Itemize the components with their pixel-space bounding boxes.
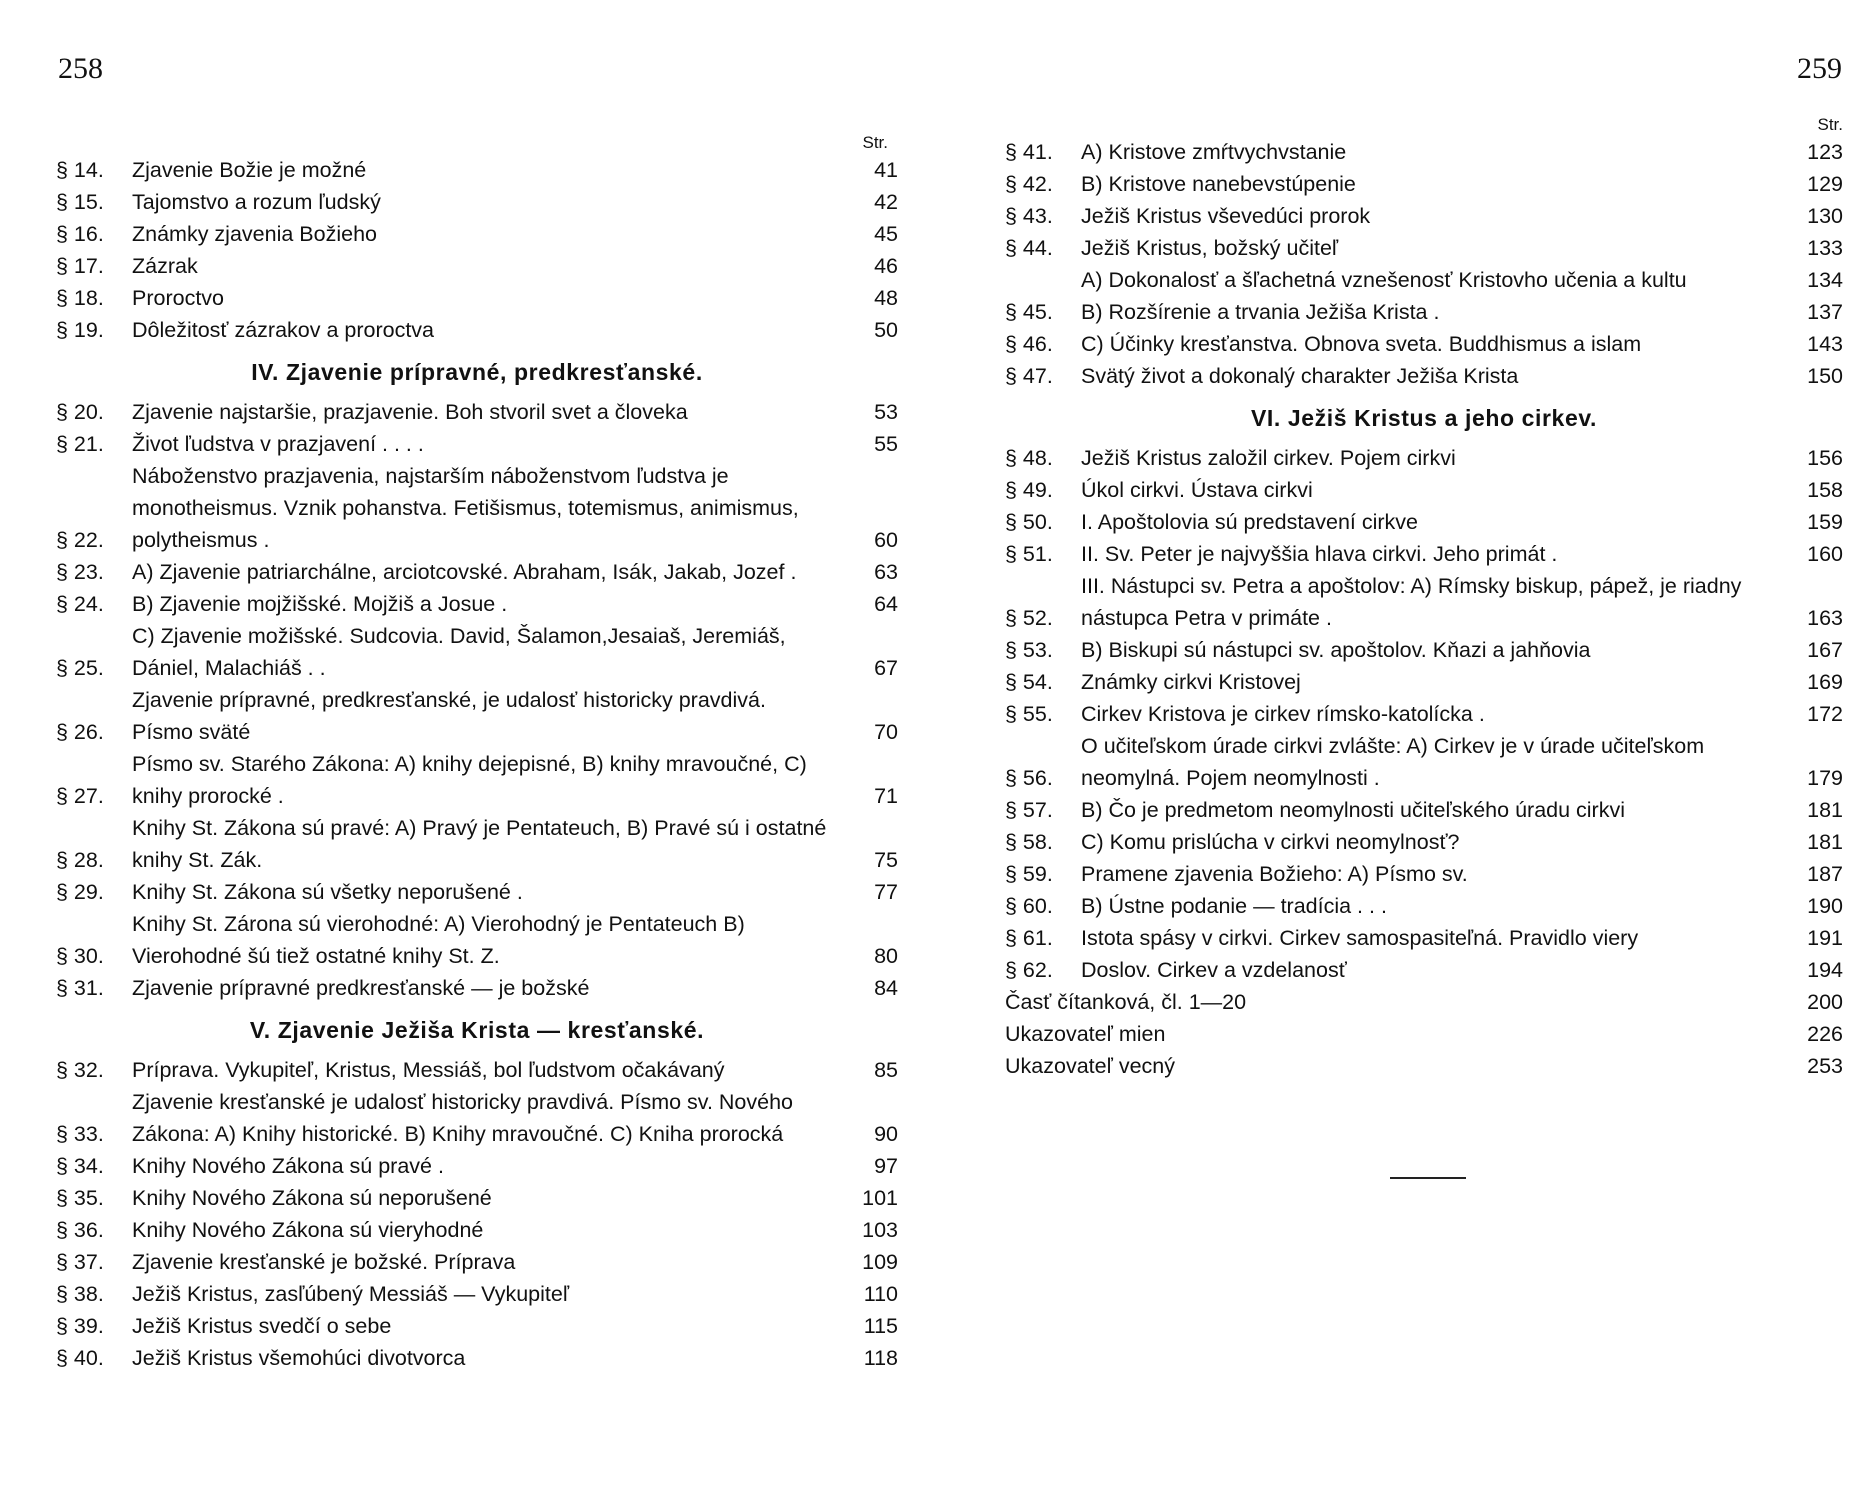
entry-title: Zjavenie kresťanské je udalosť historicky pravdivá. Písmo sv. Nového Zákona: A) Knihy historické. B) Knihy mravoučné. C) Kniha prorocká: [132, 1090, 794, 1146]
section-number: § 22.: [56, 528, 104, 552]
entry-title: Ježiš Kristus, zasľúbený Messiáš — Vykupiteľ: [132, 1282, 570, 1306]
closing-rule: [1390, 1177, 1466, 1179]
toc-entry: [56, 620, 898, 684]
section-number: § 32.: [56, 1058, 104, 1082]
toc-entry: [1005, 200, 1843, 232]
section-heading: V. Zjavenie Ježiša Krista — kresťanské.: [249, 1017, 705, 1043]
section-number: § 62.: [1005, 958, 1053, 982]
section-number: § 21.: [56, 432, 104, 456]
toc-entry: [1005, 954, 1843, 986]
toc-entry: [56, 1278, 898, 1310]
toc-entry: [56, 1086, 898, 1150]
toc-entry: [56, 282, 898, 314]
toc-entry: [56, 812, 898, 876]
entry-page-number: 115: [863, 1314, 898, 1338]
toc-entry: [1005, 360, 1843, 392]
toc-entry: [56, 1214, 898, 1246]
toc-entry: [1005, 730, 1843, 794]
entry-title: Knihy Nového Zákona sú neporušené: [132, 1186, 492, 1210]
entry-title: Ježiš Kristus všemohúci divotvorca: [132, 1346, 466, 1370]
section-number: § 23.: [56, 560, 104, 584]
section-number: § 58.: [1005, 830, 1053, 854]
toc-appendix-entry: [1005, 1050, 1843, 1082]
entry-title: Zjavenie najstaršie, prazjavenie. Boh stvoril svet a človeka: [132, 400, 688, 424]
toc-entry: [1005, 826, 1843, 858]
section-heading: IV. Zjavenie prípravné, predkresťanské.: [251, 359, 703, 385]
section-number: § 34.: [56, 1154, 104, 1178]
toc-entry: [56, 218, 898, 250]
entry-title: B) Čo je predmetom neomylnosti učiteľského úradu cirkvi: [1081, 798, 1625, 822]
entry-page-number: 50: [874, 318, 898, 342]
toc-entry: [56, 186, 898, 218]
section-number: § 31.: [56, 976, 104, 1000]
entry-title: I. Apoštolovia sú predstavení cirkve: [1081, 510, 1419, 534]
entry-page-number: 143: [1807, 332, 1843, 356]
section-heading: VI. Ježiš Kristus a jeho cirkev.: [1250, 405, 1598, 431]
toc-entry: [1005, 232, 1843, 264]
entry-page-number: 110: [863, 1282, 898, 1306]
entry-page-number: 118: [863, 1346, 898, 1370]
section-number: § 59.: [1005, 862, 1053, 886]
entry-page-number: 55: [874, 432, 898, 456]
toc-entry: [56, 1342, 898, 1374]
section-number: § 43.: [1005, 204, 1053, 228]
entry-page-number: 84: [874, 976, 898, 1000]
section-number: § 51.: [1005, 542, 1053, 566]
entry-page-number: 109: [862, 1250, 898, 1274]
toc-entry: [56, 588, 898, 620]
toc-entry: [56, 250, 898, 282]
toc-appendix-entry: [1005, 986, 1843, 1018]
entry-page-number: 190: [1807, 894, 1843, 918]
entry-title: C) Účinky kresťanstva. Obnova sveta. Buddhismus a islam: [1081, 332, 1642, 356]
toc-entry: [56, 748, 898, 812]
page-number: 259: [1797, 52, 1842, 85]
toc-appendix-entry: [1005, 1018, 1843, 1050]
entry-page-number: 101: [862, 1186, 898, 1210]
entry-page-number: 75: [874, 848, 898, 872]
section-number: § 44.: [1005, 236, 1053, 260]
entry-title: B) Biskupi sú nástupci sv. apoštolov. Kňazi a jahňovia: [1081, 638, 1591, 662]
entry-title: Knihy Nového Zákona sú pravé .: [132, 1154, 444, 1178]
right-page: [937, 0, 1874, 1500]
section-number: § 54.: [1005, 670, 1053, 694]
entry-page-number: 133: [1807, 236, 1843, 260]
entry-page-number: 163: [1807, 606, 1843, 630]
entry-page-number: 187: [1807, 862, 1843, 886]
entry-title: A) Dokonalosť a šľachetná vznešenosť Kristovho učenia a kultu: [1081, 268, 1687, 292]
entry-title: Zázrak: [132, 254, 198, 278]
section-number: § 15.: [56, 190, 104, 214]
entry-page-number: 181: [1807, 830, 1843, 854]
toc-entry: [56, 1054, 898, 1086]
toc-entry: [1005, 570, 1843, 634]
toc-entry: [1005, 922, 1843, 954]
toc-entry: [1005, 506, 1843, 538]
entry-page-number: 191: [1807, 926, 1843, 950]
section-number: § 61.: [1005, 926, 1053, 950]
toc-entry: [56, 154, 898, 186]
entry-title: O učiteľskom úrade cirkvi zvlášte: A) Cirkev je v úrade učiteľskom neomylná. Pojem neomylnosti .: [1081, 734, 1705, 790]
entry-title: Zjavenie prípravné, predkresťanské, je udalosť historicky pravdivá. Písmo sväté: [132, 688, 766, 744]
entry-page-number: 48: [874, 286, 898, 310]
entry-page-number: 53: [874, 400, 898, 424]
entry-page-number: 60: [874, 528, 898, 552]
entry-page-number: 90: [874, 1122, 898, 1146]
entry-page-number: 71: [874, 784, 898, 808]
entry-title: Známky cirkvi Kristovej: [1081, 670, 1301, 694]
toc-entry: [56, 396, 898, 428]
section-number: § 53.: [1005, 638, 1053, 662]
entry-title: Zjavenie kresťanské je božské. Príprava: [132, 1250, 516, 1274]
entry-title: C) Zjavenie možišské. Sudcovia. David, Šalamon,Jesaiaš, Jeremiáš, Dániel, Malachiáš . .: [132, 624, 786, 680]
toc-entry: [56, 1246, 898, 1278]
page-column-label: Str.: [862, 133, 888, 152]
section-number: § 42.: [1005, 172, 1053, 196]
toc-entry: [56, 428, 898, 460]
entry-page-number: 167: [1807, 638, 1843, 662]
section-number: § 30.: [56, 944, 104, 968]
toc-entry: [56, 314, 898, 346]
entry-page-number: 158: [1807, 478, 1843, 502]
entry-page-number: 103: [862, 1218, 898, 1242]
section-number: § 25.: [56, 656, 104, 680]
entry-page-number: 42: [874, 190, 898, 214]
toc-entry: [56, 972, 898, 1004]
entry-title: Život ľudstva v prazjavení . . . .: [132, 432, 424, 456]
entry-page-number: 80: [874, 944, 898, 968]
section-number: § 14.: [56, 158, 104, 182]
entry-page-number: 181: [1807, 798, 1843, 822]
section-number: § 41.: [1005, 140, 1053, 164]
entry-title: Zjavenie Božie je možné: [132, 158, 367, 182]
entry-title: Úkol cirkvi. Ústava cirkvi: [1081, 478, 1313, 502]
entry-title: B) Rozšírenie a trvania Ježiša Krista .: [1081, 300, 1440, 324]
section-number: § 60.: [1005, 894, 1053, 918]
entry-title: Doslov. Cirkev a vzdelanosť: [1081, 958, 1347, 982]
toc-entry: [56, 908, 898, 972]
entry-title: Písmo sv. Starého Zákona: A) knihy dejepisné, B) knihy mravoučné, C) knihy prorocké .: [132, 752, 807, 808]
section-number: § 47.: [1005, 364, 1053, 388]
toc-entry: [1005, 442, 1843, 474]
entry-title: Proroctvo: [132, 286, 225, 310]
entry-title: Svätý život a dokonalý charakter Ježiša Krista: [1081, 364, 1519, 388]
toc-entry: [56, 876, 898, 908]
entry-title: Knihy Nového Zákona sú vieryhodné: [132, 1218, 484, 1242]
entry-title: B) Zjavenie mojžišské. Mojžiš a Josue .: [132, 592, 508, 616]
entry-title: B) Ústne podanie — tradícia . . .: [1081, 894, 1387, 918]
section-number: § 39.: [56, 1314, 104, 1338]
toc-entry: [1005, 858, 1843, 890]
entry-page-number: 85: [874, 1058, 898, 1082]
entry-title: A) Zjavenie patriarchálne, arciotcovské. Abraham, Isák, Jakab, Jozef .: [132, 560, 797, 584]
section-number: § 48.: [1005, 446, 1053, 470]
toc-entry: [1005, 474, 1843, 506]
entry-title: Pramene zjavenia Božieho: A) Písmo sv.: [1081, 862, 1468, 886]
toc-entry: [1005, 666, 1843, 698]
entry-title: Knihy St. Zárona sú vierohodné: A) Vierohodný je Pentateuch B) Vierohodné šú tiež ostatné knihy St. Z.: [132, 912, 745, 968]
section-number: § 45.: [1005, 300, 1053, 324]
entry-page-number: 46: [874, 254, 898, 278]
entry-title: B) Kristove nanebevstúpenie: [1081, 172, 1356, 196]
entry-title: Ježiš Kristus založil cirkev. Pojem cirkvi: [1081, 446, 1456, 470]
section-number: § 57.: [1005, 798, 1053, 822]
entry-page-number: 253: [1807, 1054, 1843, 1078]
entry-page-number: 160: [1807, 542, 1843, 566]
entry-title: Časť čítanková, čl. 1—20: [1005, 990, 1247, 1014]
toc-entry: [1005, 328, 1843, 360]
table-of-contents: [56, 132, 898, 1374]
section-number: § 26.: [56, 720, 104, 744]
section-number: § 36.: [56, 1218, 104, 1242]
toc-entries: [56, 154, 898, 1374]
toc-entry: [56, 1310, 898, 1342]
section-number: § 52.: [1005, 606, 1053, 630]
entry-page-number: 200: [1807, 990, 1843, 1014]
entry-page-number: 97: [874, 1154, 898, 1178]
toc-entry: [1005, 698, 1843, 730]
toc-entry: [56, 1150, 898, 1182]
page-column-label: Str.: [1817, 115, 1843, 134]
section-number: § 29.: [56, 880, 104, 904]
toc-entry: [1005, 296, 1843, 328]
section-number: § 35.: [56, 1186, 104, 1210]
section-number: § 19.: [56, 318, 104, 342]
section-number: § 38.: [56, 1282, 104, 1306]
section-number: § 33.: [56, 1122, 104, 1146]
entry-page-number: 172: [1807, 702, 1843, 726]
entry-page-number: 150: [1807, 364, 1843, 388]
section-number: § 18.: [56, 286, 104, 310]
entry-page-number: 77: [874, 880, 898, 904]
entry-page-number: 169: [1807, 670, 1843, 694]
section-number: § 46.: [1005, 332, 1053, 356]
entry-title: Cirkev Kristova je cirkev rímsko-katolícka .: [1081, 702, 1485, 726]
entry-title: III. Nástupci sv. Petra a apoštolov: A) Rímsky biskup, pápež, je riadny nástupca Petra v primáte .: [1081, 574, 1742, 630]
entry-title: Ukazovateľ vecný: [1005, 1054, 1175, 1078]
entry-page-number: 123: [1807, 140, 1843, 164]
entry-title: Ježiš Kristus vševedúci prorok: [1081, 204, 1371, 228]
toc-entry: [56, 1182, 898, 1214]
section-number: § 55.: [1005, 702, 1053, 726]
section-number: § 40.: [56, 1346, 104, 1370]
entry-page-number: 194: [1807, 958, 1843, 982]
entry-title: Ježiš Kristus svedčí o sebe: [132, 1314, 392, 1338]
section-number: § 49.: [1005, 478, 1053, 502]
toc-entry: [1005, 136, 1843, 168]
entry-page-number: 70: [874, 720, 898, 744]
entry-page-number: 64: [874, 592, 898, 616]
section-number: § 27.: [56, 784, 104, 808]
entry-title: C) Komu prislúcha v cirkvi neomylnosť?: [1081, 830, 1460, 854]
section-number: § 28.: [56, 848, 104, 872]
toc-entry: [1005, 890, 1843, 922]
entry-page-number: 156: [1807, 446, 1843, 470]
table-of-contents: [1005, 114, 1843, 1082]
entry-page-number: 159: [1807, 510, 1843, 534]
entry-title: Zjavenie prípravné predkresťanské — je božské: [132, 976, 590, 1000]
entry-title: Knihy St. Zákona sú pravé: A) Pravý je Pentateuch, B) Pravé sú i ostatné knihy St. Zák.: [132, 816, 827, 872]
toc-entry: [56, 460, 898, 556]
toc-entry: [1005, 634, 1843, 666]
entry-title: Známky zjavenia Božieho: [132, 222, 377, 246]
entry-page-number: 45: [874, 222, 898, 246]
section-number: § 24.: [56, 592, 104, 616]
entry-page-number: 137: [1807, 300, 1843, 324]
section-number: § 17.: [56, 254, 104, 278]
entry-title: Náboženstvo prazjavenia, najstarším náboženstvom ľudstva je monotheismus. Vznik pohanstva. Fetišismus, totemismus, animismus, polytheismus .: [132, 464, 799, 552]
entry-page-number: 129: [1807, 172, 1843, 196]
entry-title: A) Kristove zmŕtvychvstanie: [1081, 140, 1347, 164]
section-number: § 56.: [1005, 766, 1053, 790]
entry-page-number: 63: [874, 560, 898, 584]
entry-page-number: 226: [1807, 1022, 1843, 1046]
entry-title: Ukazovateľ mien: [1005, 1022, 1166, 1046]
entry-title: Tajomstvo a rozum ľudský: [132, 190, 381, 214]
entry-page-number: 41: [874, 158, 898, 182]
toc-entry: [1005, 264, 1843, 296]
toc-entry: [1005, 794, 1843, 826]
entry-title: Dôležitosť zázrakov a proroctva: [132, 318, 435, 342]
page-number: 258: [58, 52, 103, 85]
section-number: § 20.: [56, 400, 104, 424]
entry-title: Knihy St. Zákona sú všetky neporušené .: [132, 880, 523, 904]
toc-entry: [56, 684, 898, 748]
toc-entry: [1005, 538, 1843, 570]
entry-page-number: 130: [1807, 204, 1843, 228]
toc-entry: [1005, 168, 1843, 200]
toc-entry: [56, 556, 898, 588]
section-number: § 37.: [56, 1250, 104, 1274]
entry-page-number: 67: [874, 656, 898, 680]
entry-title: II. Sv. Peter je najvyššia hlava cirkvi. Jeho primát .: [1081, 542, 1558, 566]
toc-entries: [1005, 136, 1843, 1082]
entry-page-number: 134: [1807, 268, 1843, 292]
section-number: § 16.: [56, 222, 104, 246]
entry-title: Ježiš Kristus, božský učiteľ: [1081, 236, 1339, 260]
entry-page-number: 179: [1807, 766, 1843, 790]
entry-title: Istota spásy v cirkvi. Cirkev samospasiteľná. Pravidlo viery: [1081, 926, 1639, 950]
entry-title: Príprava. Vykupiteľ, Kristus, Messiáš, bol ľudstvom očakávaný: [132, 1058, 725, 1082]
section-number: § 50.: [1005, 510, 1053, 534]
